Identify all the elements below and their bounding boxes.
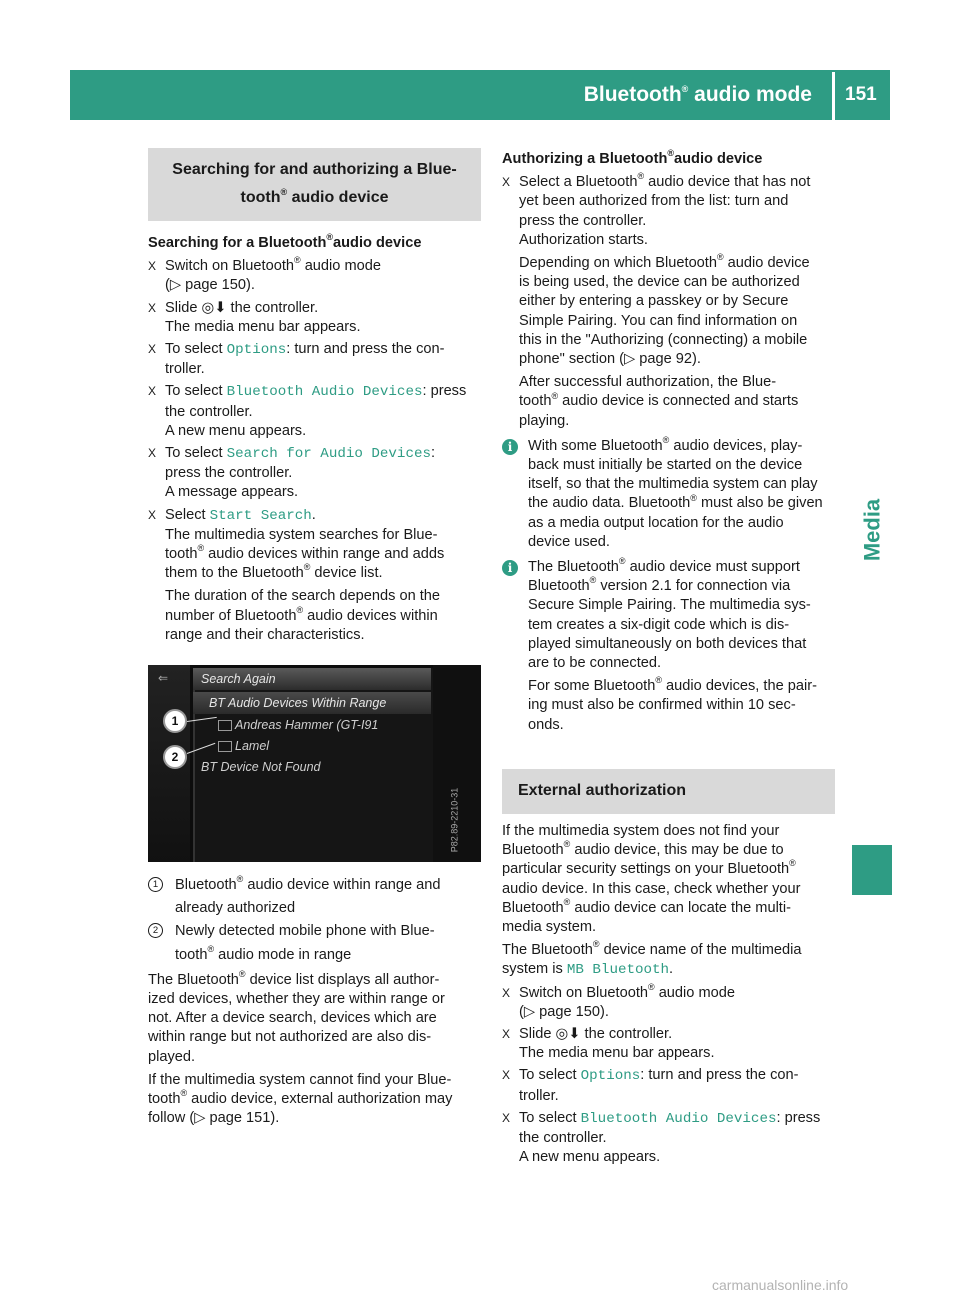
registered-mark: ®: [716, 252, 724, 263]
step-result: Authorization starts.: [519, 231, 648, 248]
menu-item-bt-device-not-found: BT Device Not Found: [201, 760, 321, 775]
paragraph-line: Bluetooth® audio device, this may be due to: [502, 839, 784, 859]
step-text: the controller.: [165, 403, 253, 420]
step-text-part: : turn and press the con-: [286, 341, 445, 358]
step-text: troller.: [519, 1087, 559, 1104]
callout-1: 1: [163, 709, 187, 733]
menu-code-bluetooth-audio-devices: Bluetooth Audio Devices: [580, 1110, 777, 1127]
step-text: Select a Bluetooth® audio device that has not: [519, 171, 811, 191]
legend-text: Newly detected mobile phone with Blue-: [175, 923, 435, 940]
paragraph-line: If the multimedia system cannot find your Blue-: [148, 1071, 452, 1088]
info-icon: i: [502, 560, 518, 576]
controller-icon: ◎⬇: [555, 1025, 581, 1042]
step-result: The duration of the search depends on the: [165, 588, 441, 605]
paragraph-line: follow (▷ page 151).: [148, 1110, 280, 1127]
step: [148, 382, 481, 441]
step: [502, 981, 835, 1022]
paragraph-line: tooth® audio device, external authorization may: [148, 1088, 453, 1108]
step: [502, 1025, 835, 1063]
step-result: After successful authorization, the Blue-: [519, 374, 777, 391]
step-text-part: : turn and press the con-: [640, 1067, 799, 1084]
step-text-part: the controller.: [580, 1025, 673, 1042]
legend-item: [148, 922, 481, 964]
bullet-arrow-icon: X: [502, 985, 511, 1000]
menu-code-bluetooth-audio-devices: Bluetooth Audio Devices: [226, 384, 423, 401]
note-line: as a media output location for the audio: [528, 514, 784, 531]
legend-text: Bluetooth® audio device within range and: [175, 874, 441, 894]
bullet-arrow-icon: X: [148, 384, 157, 399]
step-result: either by entering a passkey or by Secure: [519, 293, 789, 310]
note-line: Secure Simple Pairing. The multimedia sys-: [528, 597, 811, 614]
step-result: is being used, the device can be authorized: [519, 274, 800, 291]
step-text-part: Slide: [519, 1025, 556, 1042]
legend-number-1: 1: [148, 877, 163, 892]
step-text: the controller.: [519, 1129, 607, 1146]
bullet-arrow-icon: X: [502, 1026, 511, 1041]
legend-number-2: 2: [148, 923, 163, 938]
bullet-arrow-icon: X: [148, 300, 157, 315]
registered-mark: ®: [551, 390, 559, 401]
step-text: [165, 340, 481, 360]
step-result: The media menu bar appears.: [519, 1045, 715, 1062]
page-header-title: Bluetooth® audio mode: [583, 83, 812, 106]
controller-icon: ◎⬇: [201, 299, 227, 316]
registered-mark: ®: [637, 171, 645, 182]
paragraph-line: not. After a device search, devices which are: [148, 1010, 437, 1027]
note-line: back must initially be started on the device: [528, 457, 803, 474]
step-text: [519, 1066, 835, 1086]
step-result: tooth® audio devices within range and adds: [165, 543, 445, 563]
registered-mark: ®: [681, 84, 689, 94]
paragraph-external-auth: [502, 822, 835, 937]
registered-mark: ®: [618, 556, 626, 567]
registered-mark: ®: [667, 148, 675, 159]
paragraph-device-name: [502, 941, 835, 980]
registered-mark: ®: [648, 981, 655, 992]
bullet-arrow-icon: X: [502, 1110, 511, 1125]
registered-mark: ®: [280, 186, 288, 197]
page-reference: (▷ page 150).: [519, 1003, 609, 1020]
step-text: [165, 299, 481, 318]
step-text: Switch on Bluetooth® audio mode: [165, 255, 381, 275]
step-result: range and their characteristics.: [165, 626, 365, 643]
bullet-arrow-icon: X: [148, 259, 157, 274]
step-text-part: Slide: [165, 299, 202, 316]
section-title-external-authorization: External authorization: [502, 769, 835, 814]
bullet-arrow-icon: X: [148, 342, 157, 357]
figure-code: [448, 785, 462, 855]
step-text: [165, 444, 481, 464]
bullet-arrow-icon: X: [502, 175, 511, 190]
registered-mark: ®: [690, 492, 697, 503]
back-arrow-icon: ⇐: [158, 671, 169, 686]
note-line: tem creates a six-digit code which is dis-: [528, 616, 790, 633]
paragraph-line: particular security settings on your Bluetooth®: [502, 858, 796, 878]
step-text: troller.: [165, 361, 205, 378]
registered-mark: ®: [296, 604, 304, 615]
registered-mark: ®: [180, 1088, 188, 1099]
device-name-code: MB Bluetooth: [566, 962, 670, 979]
note-line: Bluetooth® version 2.1 for connection via: [528, 575, 791, 595]
step-text-part: To select: [165, 445, 227, 462]
menu-code-search-for-audio-devices: Search for Audio Devices: [226, 446, 431, 463]
note-line: For some Bluetooth® audio devices, the pair-: [528, 675, 817, 695]
step-result: A new menu appears.: [165, 422, 307, 439]
page-number: 151: [845, 84, 877, 105]
legend-item: [148, 876, 481, 918]
step-text: yet been authorized from the list: turn and: [519, 193, 789, 210]
bullet-arrow-icon: X: [148, 446, 157, 461]
paragraph-external-auth-ref: [148, 1071, 481, 1129]
step-result: number of Bluetooth® audio devices within: [165, 604, 438, 624]
paragraph-line: Bluetooth® audio device can locate the multi-: [502, 896, 791, 916]
bullet-arrow-icon: X: [148, 507, 157, 522]
step-result: tooth® audio device is connected and starts: [519, 390, 799, 410]
registered-mark: ®: [326, 232, 334, 243]
text-part: system is: [502, 961, 567, 978]
paragraph-line: The Bluetooth® device name of the multimedia: [502, 939, 802, 959]
step-text-part: .: [311, 506, 316, 523]
section-title-searching: Searching for and authorizing a Blue-tooth® audio device: [148, 148, 481, 221]
info-icon: i: [502, 439, 518, 455]
menu-heading-bt-devices-in-range: BT Audio Devices Within Range: [193, 692, 431, 714]
note-line: onds.: [528, 716, 564, 733]
paragraph-line: If the multimedia system does not find your: [502, 822, 780, 839]
step-result: The multimedia system searches for Blue-: [165, 526, 438, 543]
step: [148, 340, 481, 379]
step-text: Switch on Bluetooth® audio mode: [519, 981, 735, 1001]
step: [148, 444, 481, 503]
page-reference: (▷ page 150).: [165, 277, 255, 294]
paragraph-line: media system.: [502, 918, 597, 935]
step-result: Simple Pairing. You can find information on: [519, 312, 798, 329]
paragraph-line: [502, 960, 835, 980]
note-line: With some Bluetooth® audio devices, play-: [528, 434, 803, 454]
step: [148, 299, 481, 337]
step-text-part: Select: [165, 506, 210, 523]
step-result: playing.: [519, 412, 570, 429]
side-tab: [852, 440, 892, 620]
spacer: [502, 741, 835, 769]
legend-text: already authorized: [175, 900, 296, 917]
step: [502, 173, 835, 431]
menu-item-device: Andreas Hammer (GT-I91: [235, 718, 379, 733]
callout-2: 2: [163, 745, 187, 769]
menu-code-start-search: Start Search: [209, 507, 312, 524]
step-result: this in the "Authorizing (connecting) a mobile: [519, 331, 808, 348]
note-line: itself, so that the multimedia system can play: [528, 476, 818, 493]
registered-mark: ®: [662, 434, 670, 445]
info-note: [502, 558, 835, 735]
step-result: Depending on which Bluetooth® audio device: [519, 252, 810, 272]
step-result: A message appears.: [165, 484, 299, 501]
step-text-part: To select: [165, 341, 227, 358]
note-line: played simultaneously on both devices that: [528, 635, 807, 652]
step-text: [519, 1109, 835, 1129]
subhead-authorizing: Authorizing a Bluetooth®audio device: [502, 148, 763, 167]
step-result: A new menu appears.: [519, 1149, 661, 1166]
registered-mark: ®: [294, 255, 301, 266]
paragraph-line: audio device. In this case, check whether your: [502, 880, 801, 897]
legend-text: tooth® audio mode in range: [175, 943, 352, 963]
registered-mark: ®: [236, 874, 244, 885]
registered-mark: ®: [238, 969, 246, 980]
menu-item-search-again: Search Again: [193, 668, 431, 690]
paragraph-device-list: [148, 971, 481, 1067]
step-text-part: :: [431, 445, 436, 462]
figure-code-text: P82.89-2210-31: [449, 787, 460, 853]
step-result: them to the Bluetooth® device list.: [165, 562, 383, 582]
step: [502, 1066, 835, 1105]
step-text: [165, 382, 481, 402]
menu-item-device: Lamel: [235, 739, 270, 754]
step-text: press the controller.: [165, 465, 293, 482]
paragraph-line: ized devices, whether they are within range or: [148, 991, 445, 1008]
step-result: The media menu bar appears.: [165, 318, 361, 335]
paragraph-line: within range but not authorized are also dis-: [148, 1029, 432, 1046]
step: [502, 1109, 835, 1168]
step-text: [519, 1025, 835, 1044]
registered-mark: ®: [789, 858, 796, 869]
registered-mark: ®: [197, 543, 205, 554]
bullet-arrow-icon: X: [502, 1068, 511, 1083]
registered-mark: ®: [303, 562, 311, 573]
menu-code-options: Options: [226, 342, 287, 359]
text-part: .: [669, 961, 674, 978]
step-text-part: : press: [422, 383, 467, 400]
left-column: [148, 148, 481, 1129]
side-tab-label: Media: [859, 498, 885, 562]
step-text-part: To select: [165, 383, 227, 400]
paragraph-line: played.: [148, 1048, 196, 1065]
note-line: ing must also be confirmed within 10 sec-: [528, 697, 796, 714]
registered-mark: ®: [592, 939, 600, 950]
step-text-part: the controller.: [226, 299, 319, 316]
note-line: are to be connected.: [528, 655, 662, 672]
paragraph-line: The Bluetooth® device list displays all author-: [148, 969, 440, 988]
side-tab-block: [852, 845, 892, 895]
header-divider: [832, 72, 835, 120]
head-unit-screenshot: [148, 665, 481, 862]
registered-mark: ®: [563, 839, 571, 850]
subhead-searching: Searching for a Bluetooth®audio device: [148, 232, 422, 251]
registered-mark: ®: [207, 943, 215, 954]
step-text: press the controller.: [519, 212, 647, 229]
right-column: [502, 150, 835, 1170]
info-note: [502, 434, 835, 552]
registered-mark: ®: [655, 675, 662, 686]
step: [148, 506, 481, 645]
step-text-part: To select: [519, 1067, 581, 1084]
note-line: device used.: [528, 533, 610, 550]
registered-mark: ®: [563, 896, 571, 907]
step-text-part: To select: [519, 1109, 581, 1126]
note-line: The Bluetooth® audio device must support: [528, 556, 800, 576]
registered-mark: ®: [589, 575, 597, 586]
menu-code-options: Options: [580, 1068, 641, 1085]
step-text: [165, 506, 481, 526]
step-text-part: : press: [776, 1109, 821, 1126]
step-result: phone" section (▷ page 92).: [519, 351, 701, 368]
watermark: carmanualsonline.info: [712, 1277, 849, 1293]
note-line: the audio data. Bluetooth® must also be given: [528, 492, 823, 512]
step: [148, 257, 481, 295]
